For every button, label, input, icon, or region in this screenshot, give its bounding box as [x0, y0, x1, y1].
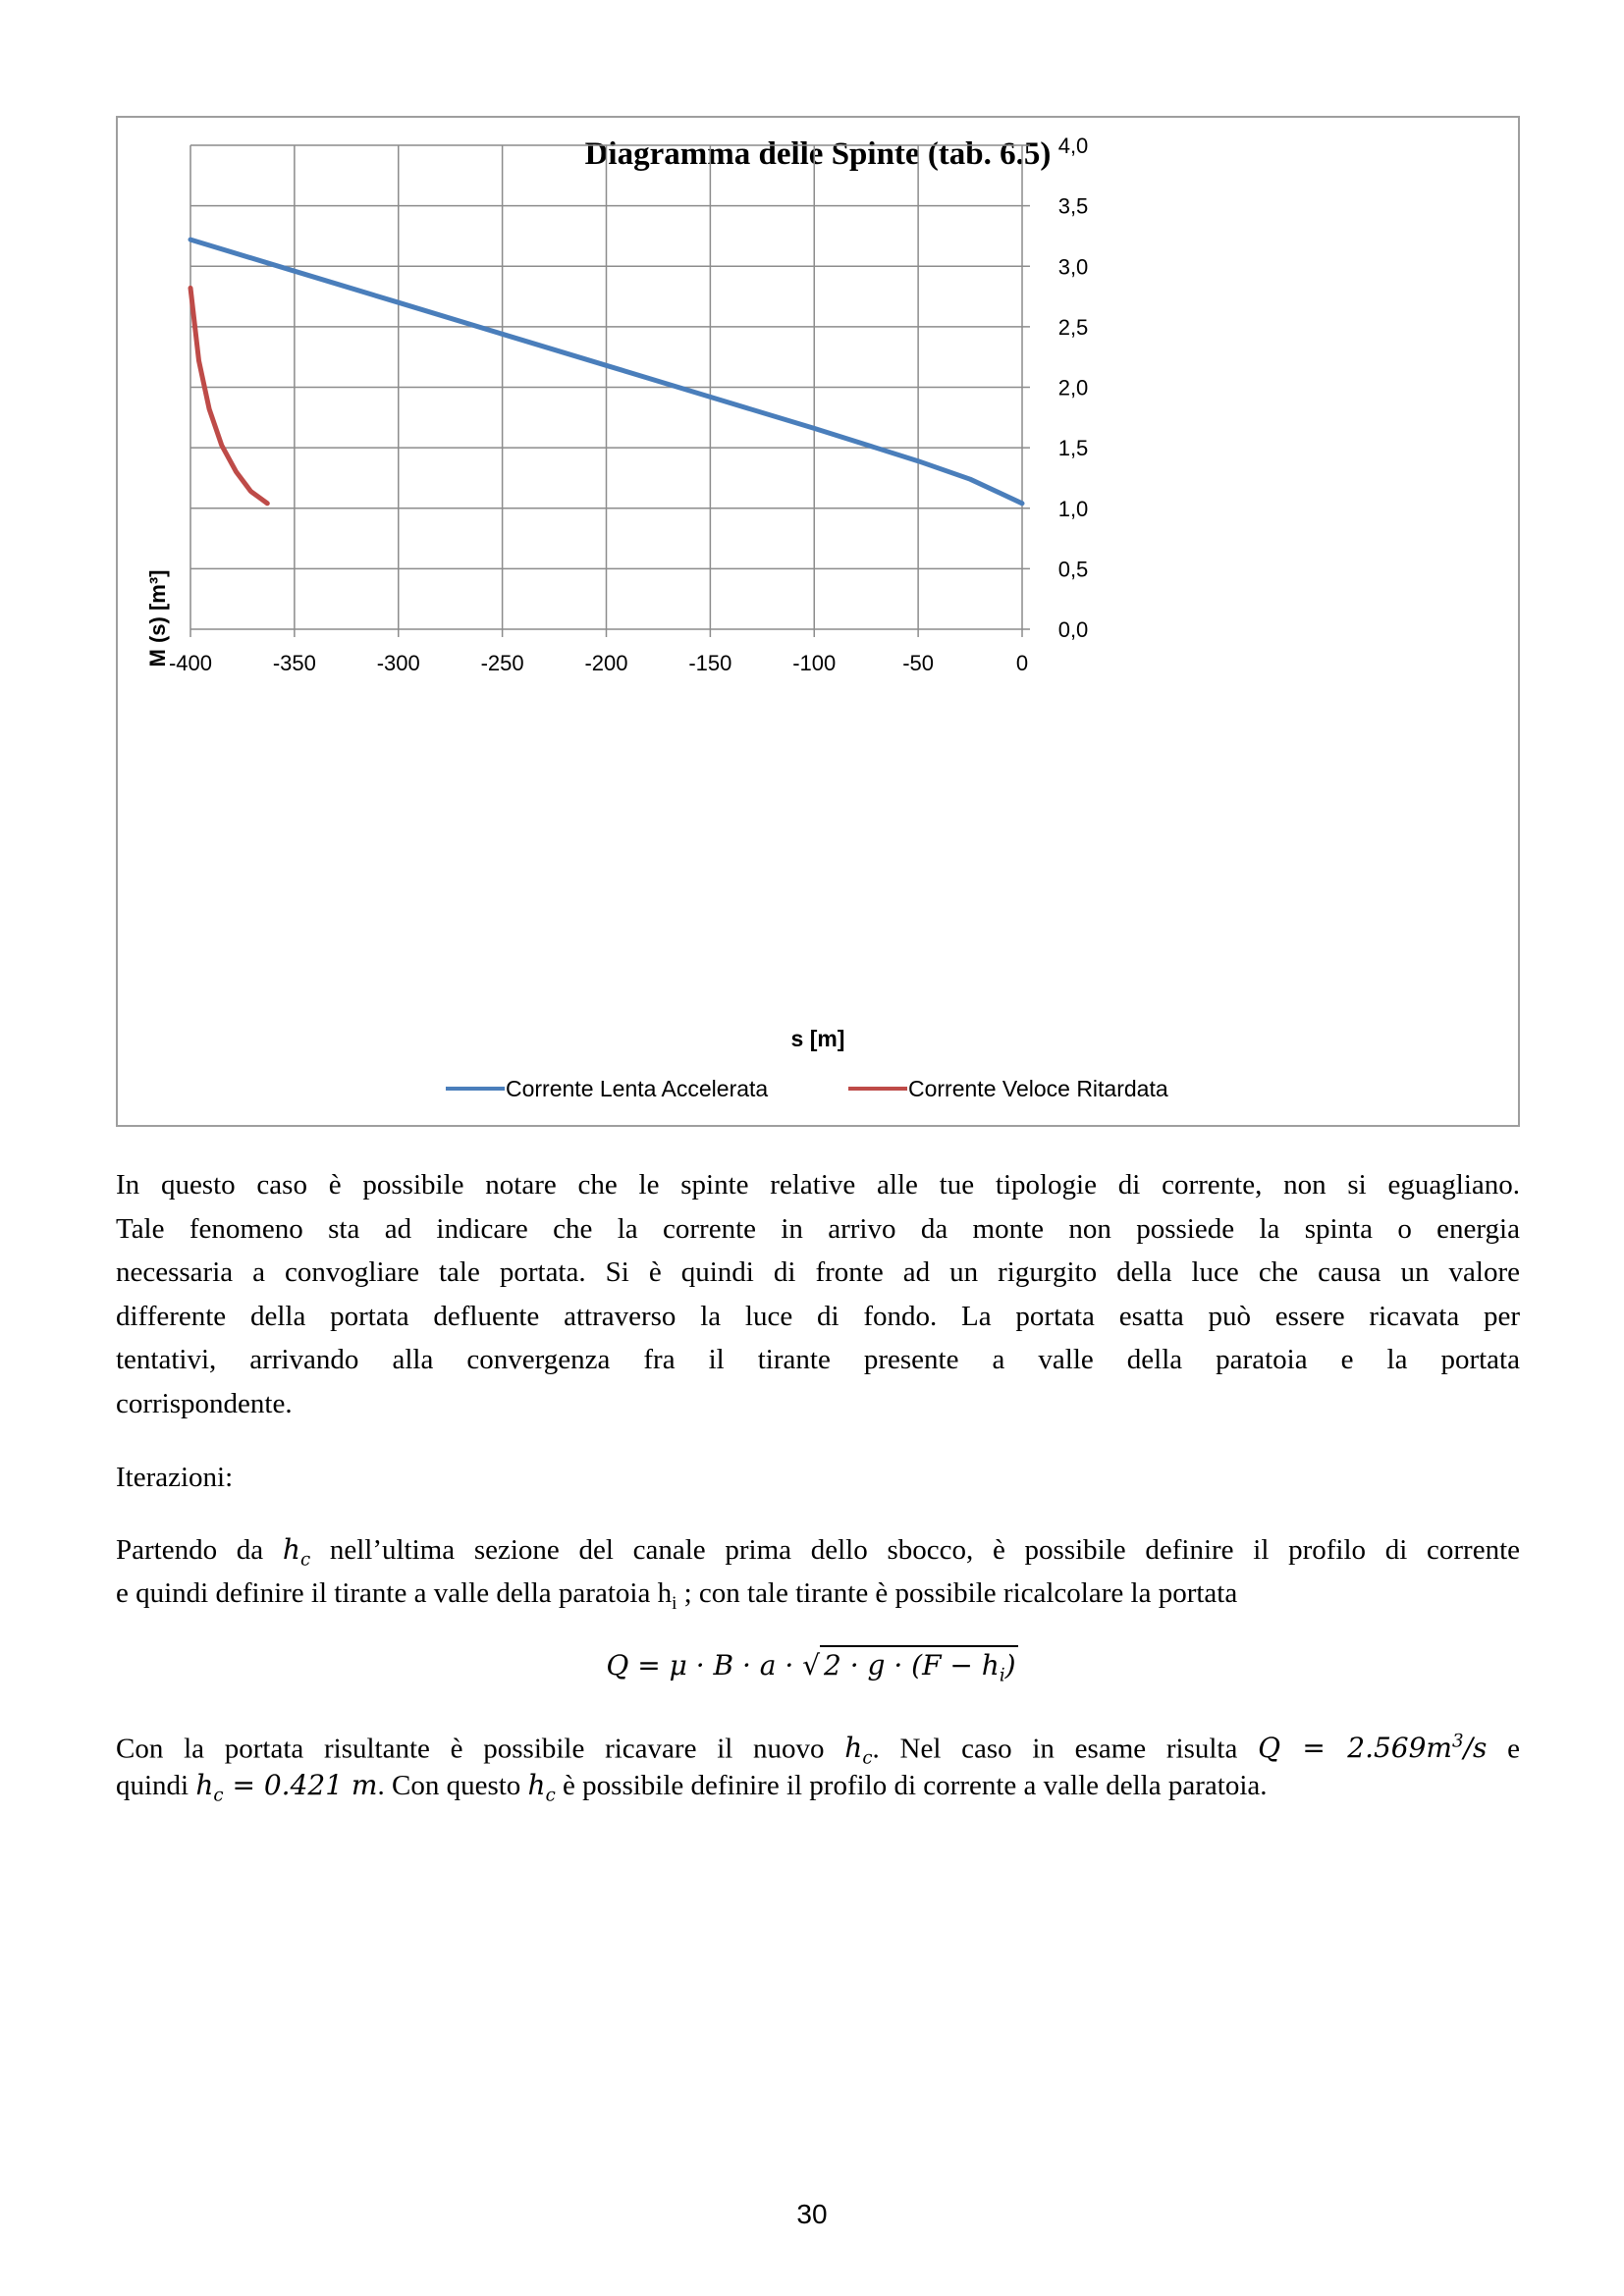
x-tick-label: -50: [902, 651, 935, 675]
iterazioni-heading: [116, 1456, 1520, 1500]
y-tick-label: 1,5: [1057, 436, 1089, 461]
iterazioni-label: Iterazioni:: [116, 1462, 234, 1493]
chart-legend: [446, 1076, 1168, 1101]
chart-title: Diagramma delle Spinte (tab. 6.5): [584, 136, 1052, 172]
paragraph-spinte-end: [116, 1382, 1520, 1426]
paragraph-line: Partendo da $h_c$ nell’ultima sezione del canale prima dello sbocco, è possibile definire il profilo di corrente: [116, 1533, 1521, 1571]
legend-label-lenta: Corrente Lenta Accelerata: [506, 1076, 769, 1101]
x-tick-label: -250: [480, 651, 524, 675]
chart-grid: [190, 145, 1030, 637]
x-tick-label: -350: [272, 651, 316, 675]
paragraph-line: differente della portata defluente attraverso la luce di fondo. La portata esatta può essere ricavata per: [116, 1300, 1520, 1332]
paragraph-line: necessaria a convogliare tale portata. Si è quindi di fronte ad un rigurgito della luce che causa un valore: [116, 1256, 1520, 1289]
paragraph-line: Tale fenomeno sta ad indicare che la corrente in arrivo da monte non possiede la spinta o energia: [116, 1212, 1520, 1245]
page-number: 30: [796, 2199, 828, 2229]
y-tick-label: 0,0: [1057, 617, 1089, 642]
y-tick-label: 2,0: [1057, 375, 1089, 400]
hc-value: $h_c = 0.421$ m: [195, 1769, 378, 1806]
paragraph-line: In questo caso è possibile notare che le spinte relative alle tue tipologie di corrente, non si eguagliano.: [116, 1169, 1520, 1201]
y-tick-label: 1,0: [1057, 496, 1089, 521]
spinte-chart: [118, 118, 1522, 1129]
paragraph-line: tentativi, arrivando alla convergenza fra il tirante presente a valle della paratoia e la portata: [116, 1344, 1520, 1376]
hc-symbol: $h_c$: [282, 1533, 311, 1571]
x-tick-label: -400: [168, 651, 213, 675]
legend-label-veloce: Corrente Veloce Ritardata: [908, 1076, 1168, 1101]
x-axis-label: s [m]: [790, 1026, 845, 1051]
x-tick-label: -300: [376, 651, 420, 675]
chart-ticks: [169, 133, 1088, 675]
q-value: $Q = 2.569m^3/s$: [1258, 1732, 1488, 1765]
y-tick-label: 3,5: [1057, 193, 1089, 219]
x-tick-label: -150: [688, 651, 732, 675]
y-axis-label: M (s) [m³]: [145, 569, 170, 667]
y-tick-label: 3,0: [1057, 254, 1089, 280]
paragraph-risultato-l2: quindi $h_c = 0.421$ m. Con questo $h_c$ è possibile definire il profilo di corrente a valle della paratoia.: [116, 1769, 1268, 1806]
paragraph-spinte: [116, 1163, 1520, 1382]
paragraph-iterazioni-l2: e quindi definire il tirante a valle della paratoia $h_i$ ; con tale tirante è possibile ricalcolare la portata: [116, 1577, 1238, 1614]
y-tick-label: 2,5: [1057, 314, 1089, 340]
y-tick-label: 0,5: [1057, 557, 1089, 582]
sqrt-argument: $2 \cdot g \cdot (F - h_i)$: [820, 1645, 1018, 1695]
y-tick-label: 4,0: [1057, 133, 1089, 158]
chart-container: [116, 116, 1520, 1127]
x-tick-label: 0: [1015, 651, 1029, 675]
portata-formula: Q = μ · B · a · √ $2 \cdot g \cdot (F - h_i)$: [0, 1645, 1624, 1695]
series-line-veloce-ritardata: [190, 288, 267, 503]
x-tick-label: -100: [792, 651, 837, 675]
paragraph-line: corrispondente.: [116, 1388, 293, 1419]
x-tick-label: -200: [584, 651, 628, 675]
paragraph-line: Con la portata risultante è possibile ricavare il nuovo $h_c$. Nel caso in esame risulta $Q = 2.569m^3/s$ e: [116, 1732, 1520, 1769]
